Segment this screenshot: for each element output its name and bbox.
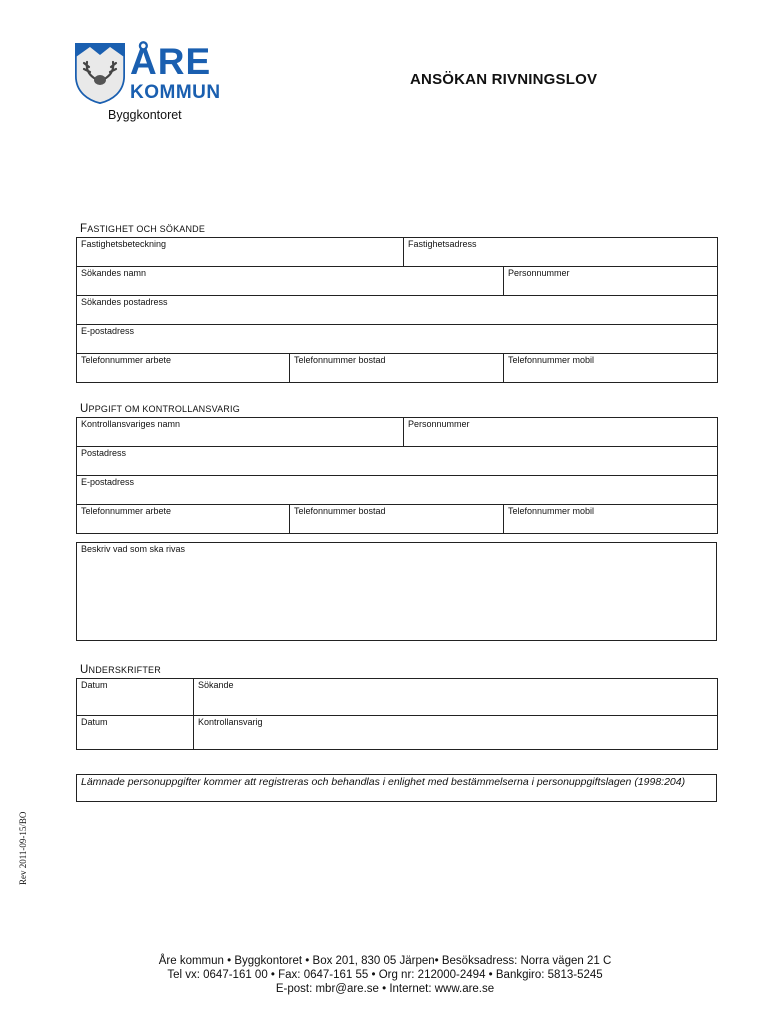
signatures-table — [76, 678, 718, 750]
controller-name-field[interactable]: Kontrollansvariges namn — [77, 418, 404, 447]
department-name: Byggkontoret — [108, 108, 182, 122]
applicant-phone-mobile-field[interactable]: Telefonnummer mobil — [504, 354, 718, 383]
applicant-phone-home-field[interactable]: Telefonnummer bostad — [290, 354, 504, 383]
controller-personal-number-field[interactable]: Personnummer — [404, 418, 718, 447]
controller-email-field[interactable]: E-postadress — [77, 476, 718, 505]
section-heading-property: FASTIGHET OCH SÖKANDE — [80, 223, 206, 235]
applicant-email-field[interactable]: E-postadress — [77, 325, 718, 354]
applicant-name-field[interactable]: Sökandes namn — [77, 267, 504, 296]
logo-kommun-text: KOMMUN — [130, 82, 221, 103]
property-applicant-table — [76, 237, 718, 383]
document-title: ANSÖKAN RIVNINGSLOV — [410, 71, 598, 88]
describe-table — [76, 542, 717, 641]
coat-of-arms-icon — [74, 42, 126, 104]
controller-phone-home-field[interactable]: Telefonnummer bostad — [290, 505, 504, 534]
section-heading-controller: UPPGIFT OM KONTROLLANSVARIG — [80, 403, 240, 415]
property-designation-field[interactable]: Fastighetsbeteckning — [77, 238, 404, 267]
footer-contact-numbers: Tel vx: 0647-161 00 • Fax: 0647-161 55 • Org nr: 212000-2494 • Bankgiro: 5813-5245 — [167, 969, 603, 981]
section-heading-signatures: UNDERSKRIFTER — [80, 664, 161, 676]
controller-phone-mobile-field[interactable]: Telefonnummer mobil — [504, 505, 718, 534]
controller-phone-work-field[interactable]: Telefonnummer arbete — [77, 505, 290, 534]
logo-are-text: ÅRE — [130, 41, 212, 82]
applicant-date-field[interactable]: Datum — [77, 679, 194, 716]
controller-postal-address-field[interactable]: Postadress — [77, 447, 718, 476]
are-kommun-logo — [74, 40, 239, 108]
personal-data-notice: Lämnade personuppgifter kommer att registreras och behandlas i enlighet med bestämmelserna i personuppgiftslagen (1998:204) — [76, 774, 717, 802]
controller-date-field[interactable]: Datum — [77, 716, 194, 750]
applicant-signature-field[interactable]: Sökande — [194, 679, 718, 716]
applicant-postal-address-field[interactable]: Sökandes postadress — [77, 296, 718, 325]
footer-address: Åre kommun • Byggkontoret • Box 201, 830 05 Järpen• Besöksadress: Norra vägen 21 C — [158, 955, 612, 967]
revision-label: Rev 2011-09-15/BO — [18, 811, 28, 885]
property-address-field[interactable]: Fastighetsadress — [404, 238, 718, 267]
controller-table — [76, 417, 718, 534]
applicant-phone-work-field[interactable]: Telefonnummer arbete — [77, 354, 290, 383]
applicant-personal-number-field[interactable]: Personnummer — [504, 267, 718, 296]
describe-demolition-field[interactable]: Beskriv vad som ska rivas — [77, 543, 717, 641]
footer-email-web: E-post: mbr@are.se • Internet: www.are.se — [275, 983, 495, 995]
controller-signature-field[interactable]: Kontrollansvarig — [194, 716, 718, 750]
